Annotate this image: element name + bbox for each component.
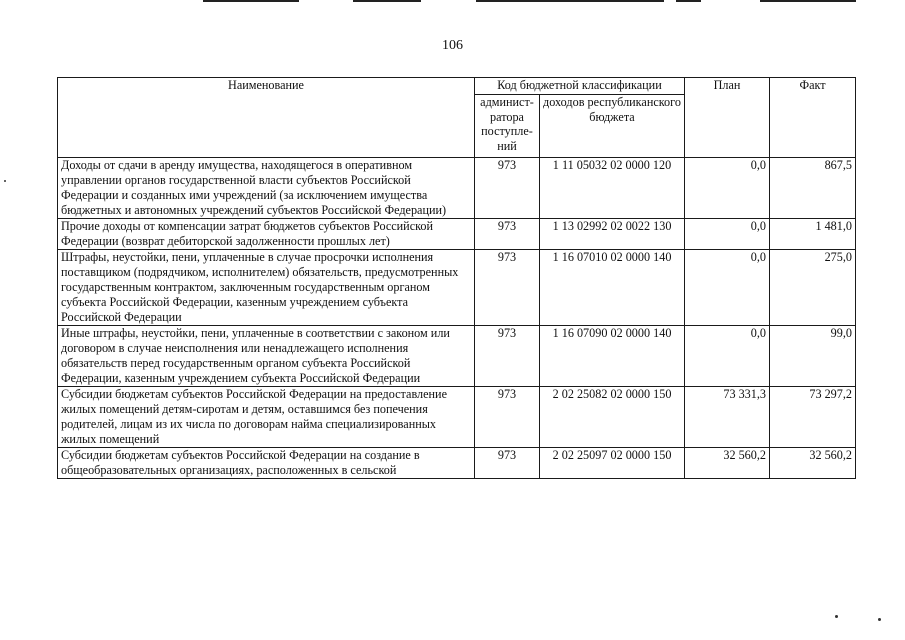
row-income-code: 1 13 02992 02 0022 130 bbox=[540, 219, 685, 250]
header-code-group: Код бюджетной классификации bbox=[475, 78, 685, 95]
header-plan: План bbox=[685, 78, 770, 158]
row-plan: 0,0 bbox=[685, 326, 770, 387]
row-admin-code: 973 bbox=[475, 387, 540, 448]
header-fact: Факт bbox=[770, 78, 856, 158]
row-plan: 0,0 bbox=[685, 250, 770, 326]
row-fact: 867,5 bbox=[770, 158, 856, 219]
row-admin-code: 973 bbox=[475, 250, 540, 326]
row-name: Доходы от сдачи в аренду имущества, находящегося в оперативном управлении органов государственной власти субъектов Российской Федерации и созданных ими учреждений (за исключением имущества бюджетных и автономных учреждений субъектов Российской Федерации) bbox=[58, 158, 475, 219]
table-row bbox=[58, 158, 856, 219]
row-plan: 73 331,3 bbox=[685, 387, 770, 448]
row-admin-code: 973 bbox=[475, 158, 540, 219]
scan-line bbox=[476, 0, 664, 2]
header-income: доходов республиканского бюджета bbox=[540, 95, 685, 158]
row-admin-code: 973 bbox=[475, 448, 540, 479]
row-name: Штрафы, неустойки, пени, уплаченные в случае просрочки исполнения поставщиком (подрядчиком, исполнителем) обязательств, предусмотренных государственным контрактом, заключенным государственным органом субъекта Российской Федерации, казенным учреждением субъекта Российской Федерации bbox=[58, 250, 475, 326]
scan-line bbox=[760, 0, 856, 2]
scan-line bbox=[353, 0, 421, 2]
scan-speck bbox=[4, 180, 6, 182]
row-name: Субсидии бюджетам субъектов Российской Федерации на создание в общеобразовательных организациях, расположенных в сельской bbox=[58, 448, 475, 479]
table-row bbox=[58, 250, 856, 326]
table-row bbox=[58, 387, 856, 448]
row-income-code: 1 11 05032 02 0000 120 bbox=[540, 158, 685, 219]
header-admin: админист-ратора поступле-ний bbox=[475, 95, 540, 158]
row-income-code: 1 16 07010 02 0000 140 bbox=[540, 250, 685, 326]
table-row bbox=[58, 448, 856, 479]
row-plan: 0,0 bbox=[685, 158, 770, 219]
row-plan: 0,0 bbox=[685, 219, 770, 250]
row-name: Субсидии бюджетам субъектов Российской Федерации на предоставление жилых помещений детям-сиротам и детям, оставшимся без попечения родителей, лицам из их числа по договорам найма специализированных жилых помещений bbox=[58, 387, 475, 448]
row-admin-code: 973 bbox=[475, 219, 540, 250]
scan-speck bbox=[835, 615, 838, 618]
table-row bbox=[58, 326, 856, 387]
table-row bbox=[58, 219, 856, 250]
scan-speck bbox=[878, 618, 881, 621]
row-fact: 275,0 bbox=[770, 250, 856, 326]
row-fact: 99,0 bbox=[770, 326, 856, 387]
row-income-code: 1 16 07090 02 0000 140 bbox=[540, 326, 685, 387]
header-name: Наименование bbox=[58, 78, 475, 158]
row-income-code: 2 02 25097 02 0000 150 bbox=[540, 448, 685, 479]
row-fact: 32 560,2 bbox=[770, 448, 856, 479]
row-plan: 32 560,2 bbox=[685, 448, 770, 479]
page-number: 106 bbox=[442, 38, 463, 53]
scan-line bbox=[676, 0, 701, 2]
row-name: Прочие доходы от компенсации затрат бюджетов субъектов Российской Федерации (возврат дебиторской задолженности прошлых лет) bbox=[58, 219, 475, 250]
row-fact: 73 297,2 bbox=[770, 387, 856, 448]
row-admin-code: 973 bbox=[475, 326, 540, 387]
budget-table bbox=[57, 77, 856, 479]
scan-line bbox=[203, 0, 299, 2]
row-income-code: 2 02 25082 02 0000 150 bbox=[540, 387, 685, 448]
row-fact: 1 481,0 bbox=[770, 219, 856, 250]
row-name: Иные штрафы, неустойки, пени, уплаченные в соответствии с законом или договором в случае неисполнения или ненадлежащего исполнения обязательств перед государственным органом субъекта Российской Федерации, казенным учреждением субъекта Российской Федерации bbox=[58, 326, 475, 387]
